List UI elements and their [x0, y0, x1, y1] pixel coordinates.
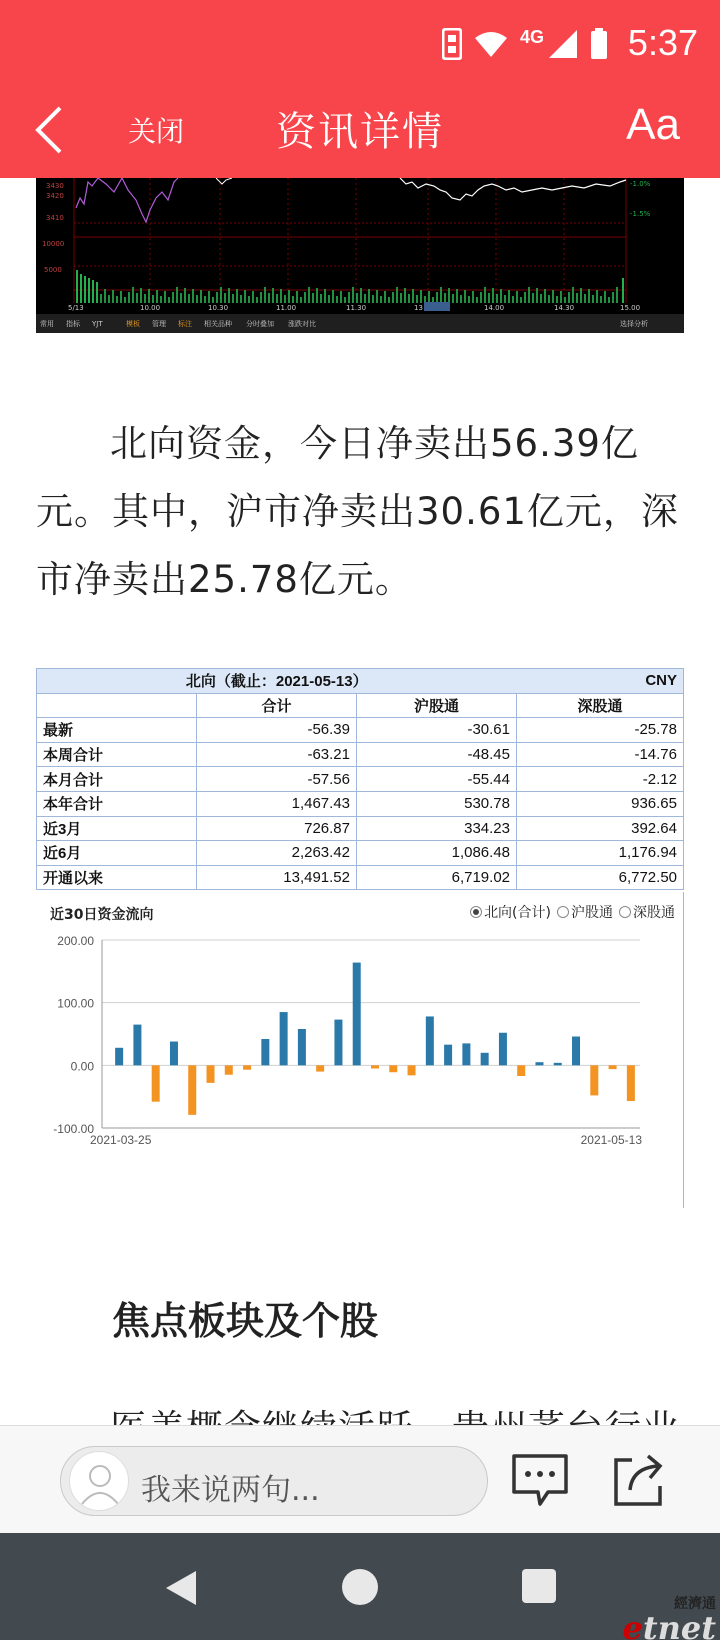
volume-bar [524, 292, 526, 303]
volume-bar [608, 297, 610, 303]
app-header [0, 0, 720, 178]
volume-bar [136, 293, 138, 303]
volume-bar [196, 295, 198, 303]
y-tick-label: 100.00 [57, 996, 94, 1011]
table-row [37, 865, 684, 890]
column-header: 沪股通 [357, 693, 517, 718]
volume-bar [276, 294, 278, 303]
volume-bar [472, 291, 474, 303]
volume-bar [356, 293, 358, 303]
volume-bar [316, 288, 318, 303]
chart-bar [188, 1065, 196, 1115]
volume-bar [476, 297, 478, 303]
volume-bar [108, 295, 110, 303]
watermark-logo: etnet [622, 1609, 716, 1647]
volume-bar [444, 293, 446, 303]
chart-bar [371, 1065, 379, 1068]
volume-bar [380, 296, 382, 303]
table-cell: -55.44 [357, 767, 517, 792]
stock-footer-tab[interactable]: 模板 [126, 320, 140, 328]
volume-bar [284, 295, 286, 303]
volume-bar [496, 294, 498, 303]
chart-bar [554, 1063, 562, 1066]
row-label: 本年合计 [37, 791, 197, 816]
table-cell: -48.45 [357, 742, 517, 767]
volume-bar [612, 292, 614, 303]
chart-bar [609, 1065, 617, 1069]
stock-pct-label: -1.5% [630, 210, 651, 218]
volume-bar [280, 289, 282, 303]
chart-bar [572, 1037, 580, 1066]
volume-bar [564, 297, 566, 303]
volume-bar [384, 291, 386, 303]
volume-bar [536, 288, 538, 303]
chart-bar [517, 1065, 525, 1076]
x-tick-label: 2021-05-13 [580, 1133, 642, 1147]
chart-bar [481, 1053, 489, 1066]
stock-time-label: 10.30 [208, 304, 229, 312]
stock-time-label: 11.00 [276, 304, 297, 312]
volume-bar [152, 295, 154, 303]
legend-label: 沪股通 [571, 905, 613, 921]
volume-bar [480, 292, 482, 303]
stock-footer-tab[interactable]: 相关品种 [204, 320, 232, 328]
volume-bar [428, 291, 430, 303]
stock-footer-tab[interactable]: YJT [92, 320, 103, 328]
row-label: 最新 [37, 718, 197, 743]
volume-bar [192, 289, 194, 303]
volume-bar [208, 291, 210, 303]
volume-bar [388, 297, 390, 303]
volume-bar [372, 295, 374, 303]
volume-bar [116, 296, 118, 303]
section-heading: 焦点板块及个股 [112, 1299, 379, 1343]
volume-bar [288, 290, 290, 303]
table-cell: -30.61 [357, 718, 517, 743]
signal-icon [548, 29, 578, 59]
chart-bar [298, 1029, 306, 1065]
volume-bar [376, 290, 378, 303]
volume-bar [596, 290, 598, 303]
stock-vol-label: 5000 [44, 266, 62, 274]
chart-bar [225, 1065, 233, 1074]
share-icon [606, 1448, 670, 1512]
volume-bar [332, 290, 334, 303]
volume-bar [464, 290, 466, 303]
chart-bar [152, 1065, 160, 1101]
volume-bar [468, 296, 470, 303]
volume-bar [128, 292, 130, 303]
table-cell: -2.12 [517, 767, 684, 792]
comment-input[interactable] [60, 1446, 488, 1516]
volume-bar [548, 295, 550, 303]
chart-bar [462, 1043, 470, 1065]
volume-bar [164, 291, 166, 303]
volume-bar [452, 294, 454, 303]
volume-bar [184, 288, 186, 303]
x-tick-label: 2021-03-25 [90, 1133, 152, 1147]
volume-bar [352, 287, 354, 303]
volume-bar [324, 289, 326, 303]
chart-bar [207, 1065, 215, 1083]
stock-y-label: 3430 [46, 182, 64, 190]
volume-bar [320, 294, 322, 303]
battery-icon [590, 28, 608, 60]
row-label: 本周合计 [37, 742, 197, 767]
table-row [37, 791, 684, 816]
volume-bar [180, 293, 182, 303]
status-time: 5:37 [627, 22, 698, 63]
volume-bar [308, 287, 310, 303]
volume-bar [100, 294, 102, 303]
status-icons [442, 24, 608, 64]
home-circle-icon[interactable] [342, 1569, 378, 1605]
close-button[interactable]: 关闭 [128, 115, 185, 148]
stock-footer-tab[interactable]: 选择分析 [620, 320, 648, 328]
volume-bar [552, 290, 554, 303]
volume-bar [256, 297, 258, 303]
volume-bar [344, 297, 346, 303]
volume-bar [592, 295, 594, 303]
watermark-top: 經濟通 [674, 1596, 716, 1612]
volume-bar [512, 296, 514, 303]
volume-bar [576, 293, 578, 303]
volume-bar [400, 293, 402, 303]
volume-bar [296, 291, 298, 303]
volume-bar [312, 293, 314, 303]
volume-bar [504, 295, 506, 303]
volume-bar [392, 292, 394, 303]
table-title-row [37, 669, 684, 694]
row-label: 本月合计 [37, 767, 197, 792]
volume-bar [244, 290, 246, 303]
volume-bar [588, 289, 590, 303]
stock-footer-tab[interactable]: 常用 [40, 320, 54, 328]
volume-bar [236, 289, 238, 303]
chart-bar [316, 1065, 324, 1071]
article-paragraph: 北向资金，今日净卖出56.39亿元。其中，沪市净卖出30.61亿元，深市净卖出25.78亿元。 [36, 422, 679, 601]
volume-bar [532, 293, 534, 303]
stock-time-label: 15.00 [620, 304, 641, 312]
table-cell: 1,467.43 [197, 791, 357, 816]
table-row [37, 718, 684, 743]
volume-bar [248, 296, 250, 303]
stock-y-label: 3420 [46, 192, 64, 200]
volume-bar [168, 297, 170, 303]
stock-footer-tab[interactable]: 分时叠加 [246, 320, 274, 328]
chart-bar [170, 1042, 178, 1066]
table-cell: 726.87 [197, 816, 357, 841]
volume-bar [408, 294, 410, 303]
nfc-icon [442, 28, 462, 60]
volume-bar [272, 288, 274, 303]
volume-bar [440, 287, 442, 303]
volume-bar [268, 293, 270, 303]
share-button[interactable] [606, 1448, 670, 1512]
row-label: 近6月 [37, 841, 197, 866]
table-currency: CNY [517, 669, 684, 694]
stock-vol-label: 10000 [42, 240, 65, 248]
wifi-icon [474, 30, 508, 58]
y-tick-label: 200.00 [57, 934, 94, 948]
chart-bar [261, 1039, 269, 1065]
volume-bar [220, 287, 222, 303]
stock-pct-label: -1.0% [630, 180, 651, 188]
volume-bar [556, 296, 558, 303]
volume-bar [616, 287, 618, 303]
volume-bar [240, 295, 242, 303]
volume-bar [604, 291, 606, 303]
volume-bar [200, 290, 202, 303]
stock-chart-graphic [36, 178, 684, 333]
chart-bar [590, 1065, 598, 1095]
volume-bar [584, 294, 586, 303]
volume-bar [436, 292, 438, 303]
recent-square-icon[interactable] [522, 1569, 556, 1603]
volume-bar [140, 288, 142, 303]
comment-bar [0, 1425, 720, 1533]
volume-bar [304, 292, 306, 303]
table-cell: 1,176.94 [517, 841, 684, 866]
table-header-row [37, 693, 684, 718]
comment-placeholder: 我来说两句... [141, 1473, 320, 1508]
volume-bar [348, 292, 350, 303]
chart-bar [243, 1065, 251, 1069]
legend-label: 深股通 [633, 905, 675, 921]
chart-bar [499, 1033, 507, 1066]
avatar [69, 1451, 129, 1511]
stock-time-label: 13 [414, 304, 423, 312]
volume-bar [560, 291, 562, 303]
volume-bar [264, 287, 266, 303]
chart-title: 近30日资金流向 [50, 907, 154, 923]
volume-bar [520, 297, 522, 303]
chart-plot [36, 892, 684, 1208]
volume-bar [204, 296, 206, 303]
chart-bar [280, 1012, 288, 1065]
volume-bar [160, 296, 162, 303]
message-icon [508, 1448, 572, 1512]
volume-bar [544, 289, 546, 303]
volume-bar [252, 291, 254, 303]
volume-bar [260, 292, 262, 303]
volume-bar [424, 296, 426, 303]
table-cell: -63.21 [197, 742, 357, 767]
volume-bar [148, 289, 150, 303]
volume-bar [156, 290, 158, 303]
row-label: 开通以来 [37, 865, 197, 890]
stock-time-label: 14.00 [484, 304, 505, 312]
volume-bar [360, 288, 362, 303]
stock-time-label: 11.30 [346, 304, 367, 312]
volume-bar [508, 290, 510, 303]
table-cell: -14.76 [517, 742, 684, 767]
chart-bar [353, 963, 361, 1066]
volume-bar [364, 294, 366, 303]
table-cell: -25.78 [517, 718, 684, 743]
volume-bar [540, 294, 542, 303]
volume-bar [420, 290, 422, 303]
stock-y-label: 3410 [46, 214, 64, 222]
volume-bar [300, 297, 302, 303]
volume-bar [572, 287, 574, 303]
volume-bar [340, 291, 342, 303]
comments-button[interactable] [508, 1448, 572, 1512]
table-cell: 530.78 [357, 791, 517, 816]
volume-bar [176, 287, 178, 303]
column-header: 合计 [197, 693, 357, 718]
stock-time-label: 14.30 [554, 304, 575, 312]
table-cell: -57.56 [197, 767, 357, 792]
table-cell: 334.23 [357, 816, 517, 841]
volume-bar [528, 287, 530, 303]
user-avatar-icon [70, 1452, 129, 1511]
volume-bar [492, 288, 494, 303]
stock-footer-tab[interactable]: 管理 [152, 320, 166, 328]
stock-footer-tab[interactable]: 涨跌对比 [288, 320, 316, 328]
volume-bar [600, 296, 602, 303]
volume-bar [404, 288, 406, 303]
table-cell: 2,263.42 [197, 841, 357, 866]
volume-bar [172, 292, 174, 303]
column-header: 深股通 [517, 693, 684, 718]
volume-bar [132, 287, 134, 303]
row-label: 近3月 [37, 816, 197, 841]
chart-bar [444, 1045, 452, 1066]
volume-bar [368, 289, 370, 303]
chart-bar [389, 1065, 397, 1072]
volume-bar [456, 289, 458, 303]
volume-bar [500, 289, 502, 303]
volume-bar [120, 291, 122, 303]
y-tick-label: -100.00 [53, 1122, 94, 1136]
stock-footer-tab[interactable]: 指标 [66, 320, 80, 328]
chart-bar [627, 1065, 635, 1101]
page-title: 资讯详情 [276, 109, 444, 155]
legend-label: 北向(合计) [484, 905, 551, 921]
table-cell: 6,772.50 [517, 865, 684, 890]
stock-footer-tab[interactable]: 标注 [178, 320, 192, 328]
chart-bar [115, 1048, 123, 1066]
chart-bar [408, 1065, 416, 1075]
stock-time-label: 10.00 [140, 304, 161, 312]
volume-bar [568, 292, 570, 303]
table-cell: 13,491.52 [197, 865, 357, 890]
table-cell: 936.65 [517, 791, 684, 816]
volume-bar [460, 295, 462, 303]
chart-bar [535, 1062, 543, 1065]
volume-bar [488, 293, 490, 303]
volume-bar [212, 297, 214, 303]
volume-bar [516, 291, 518, 303]
table-title: 北向（截止：2021-05-13） [37, 669, 517, 694]
volume-bar [416, 295, 418, 303]
system-nav-bar [0, 1533, 720, 1647]
volume-bar [336, 296, 338, 303]
volume-bar [292, 296, 294, 303]
volume-bar [216, 292, 218, 303]
volume-bar [232, 294, 234, 303]
volume-bar [224, 293, 226, 303]
stock-chart-image [36, 178, 684, 333]
table-cell: -56.39 [197, 718, 357, 743]
table-row [37, 841, 684, 866]
table-corner-cell [37, 693, 197, 718]
northbound-table [36, 668, 684, 890]
volume-bar [188, 294, 190, 303]
volume-bar [580, 288, 582, 303]
table-row [37, 767, 684, 792]
stock-time-label: 5/13 [68, 304, 84, 312]
network-type: 4G [519, 26, 544, 47]
volume-bar [448, 288, 450, 303]
table-cell: 6,719.02 [357, 865, 517, 890]
y-tick-label: 0.00 [70, 1059, 94, 1074]
volume-bar [484, 287, 486, 303]
volume-bar [228, 288, 230, 303]
fund-flow-chart [36, 892, 684, 1208]
back-triangle-icon[interactable] [162, 1569, 198, 1607]
etnet-watermark [622, 1593, 716, 1647]
chart-bar [334, 1020, 342, 1066]
volume-bar [328, 295, 330, 303]
chart-bar [133, 1025, 141, 1066]
volume-bar [144, 294, 146, 303]
volume-bar [124, 297, 126, 303]
font-size-button[interactable]: Aa [626, 100, 680, 149]
table-row [37, 816, 684, 841]
volume-bar [104, 289, 106, 303]
table-cell: 1,086.48 [357, 841, 517, 866]
table-row [37, 742, 684, 767]
volume-bar [112, 290, 114, 303]
chart-bar [426, 1016, 434, 1065]
table-cell: 392.64 [517, 816, 684, 841]
volume-bar [412, 289, 414, 303]
volume-bar [396, 287, 398, 303]
